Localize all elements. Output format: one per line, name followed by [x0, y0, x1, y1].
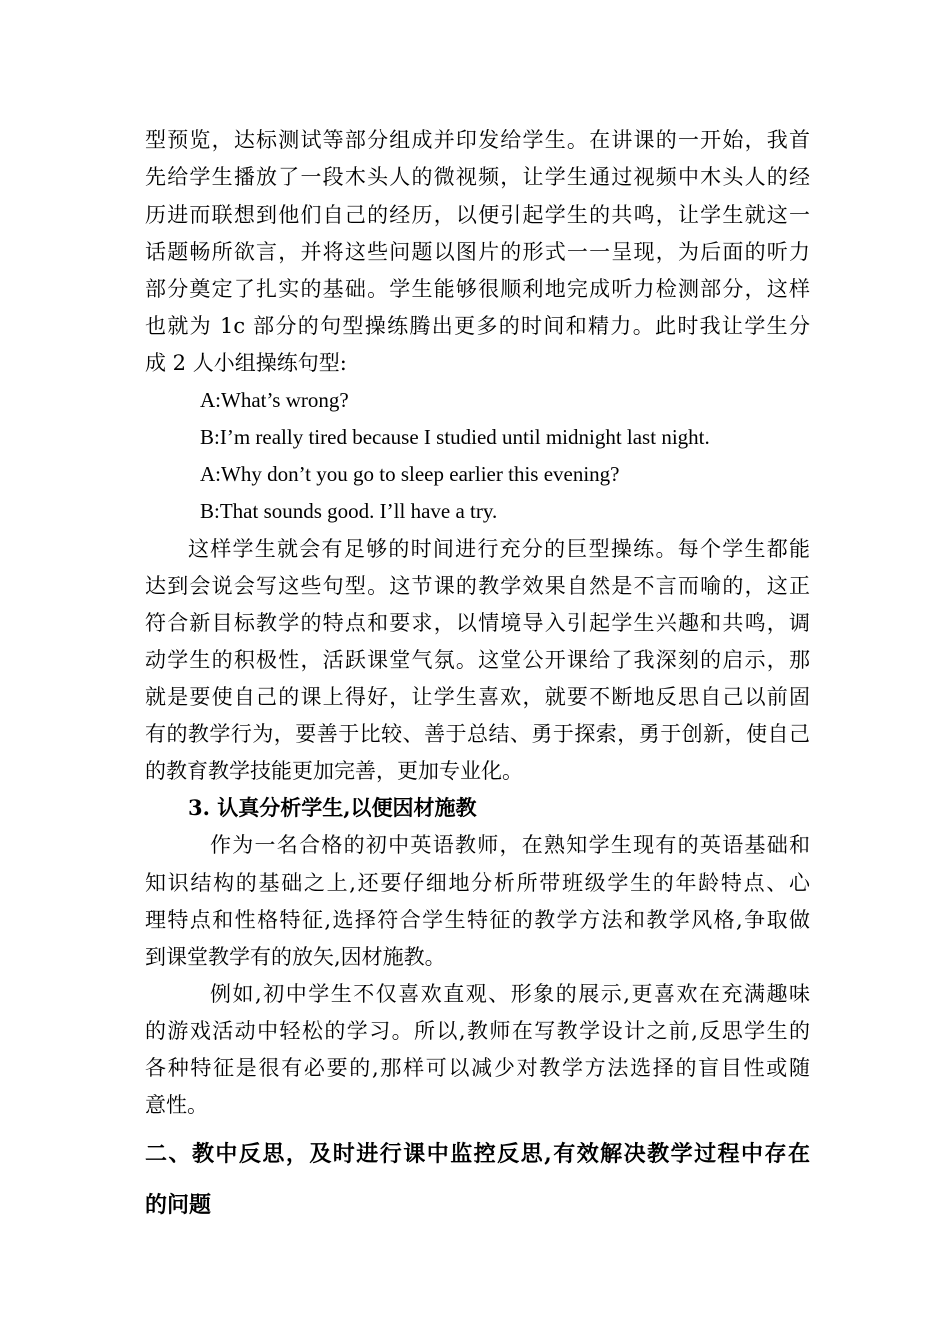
dialogue-line: A:Why don’t you go to sleep earlier this evening?: [200, 462, 620, 486]
dialogue-line: A:What’s wrong?: [200, 388, 349, 412]
paragraph-line: 成 2 人小组操练句型:: [145, 351, 347, 375]
paragraph-line: 型预览，达标测试等部分组成并印发给学生。在讲课的一开始，我首: [145, 128, 810, 152]
paragraph-line: 的游戏活动中轻松的学习。所以,教师在写教学设计之前,反思学生的: [145, 1019, 810, 1043]
paragraph-line: 部分奠定了扎实的基础。学生能够很顺利地完成听力检测部分，这样: [145, 277, 810, 301]
paragraph-line: 这样学生就会有足够的时间进行充分的巨型操练。每个学生都能: [188, 537, 810, 561]
dialogue-line: B:I’m really tired because I studied until midnight last night.: [200, 425, 710, 449]
paragraph-line: 达到会说会写这些句型。这节课的教学效果自然是不言而喻的，这正: [145, 574, 810, 598]
section-subheading: 3. 认真分析学生,以便因材施教: [188, 795, 477, 820]
paragraph-line: 有的教学行为，要善于比较、善于总结、勇于探索，勇于创新，使自己: [145, 722, 810, 746]
section-heading: 二、教中反思，及时进行课中监控反思,有效解决教学过程中存在: [145, 1141, 810, 1167]
paragraph-line: 历进而联想到他们自己的经历，以便引起学生的共鸣，让学生就这一: [145, 203, 810, 227]
section-heading: 的问题: [145, 1192, 212, 1218]
paragraph-line: 理特点和性格特征,选择符合学生特征的教学方法和教学风格,争取做: [145, 908, 810, 932]
paragraph-line: 各种特征是很有必要的,那样可以减少对教学方法选择的盲目性或随: [145, 1056, 810, 1080]
paragraph-line: 知识结构的基础之上,还要仔细地分析所带班级学生的年龄特点、心: [145, 871, 810, 895]
paragraph-line: 动学生的积极性，活跃课堂气氛。这堂公开课给了我深刻的启示，那: [145, 648, 810, 672]
paragraph-line: 作为一名合格的初中英语教师，在熟知学生现有的英语基础和: [210, 833, 810, 857]
paragraph-line: 就是要使自己的课上得好，让学生喜欢，就要不断地反思自己以前固: [145, 685, 810, 709]
paragraph-line: 话题畅所欲言，并将这些问题以图片的形式一一呈现，为后面的听力: [145, 240, 810, 264]
paragraph-line: 的教育教学技能更加完善，更加专业化。: [145, 759, 523, 783]
paragraph-line: 符合新目标教学的特点和要求，以情境导入引起学生兴趣和共鸣，调: [145, 611, 810, 635]
paragraph-line: 意性。: [145, 1093, 208, 1117]
paragraph-line: 先给学生播放了一段木头人的微视频，让学生通过视频中木头人的经: [145, 165, 810, 189]
paragraph-line: 例如,初中学生不仅喜欢直观、形象的展示,更喜欢在充满趣味: [210, 982, 810, 1006]
dialogue-line: B:That sounds good. I’ll have a try.: [200, 499, 498, 523]
paragraph-line: 到课堂教学有的放矢,因材施教。: [145, 945, 446, 969]
paragraph-line: 也就为 1c 部分的句型操练腾出更多的时间和精力。此时我让学生分: [145, 314, 810, 338]
